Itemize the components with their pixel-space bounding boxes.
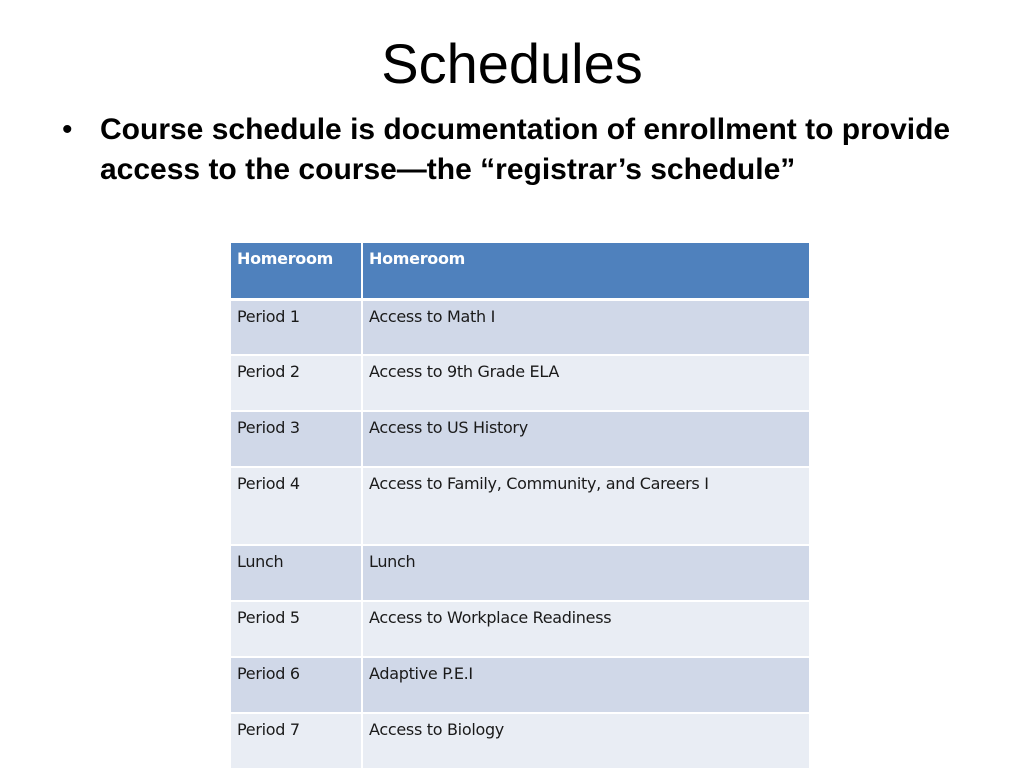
table-row [231, 467, 809, 545]
period-cell: Period 1 [231, 299, 362, 355]
course-cell: Lunch [362, 545, 809, 601]
course-cell: Access to Math I [362, 299, 809, 355]
table-row [231, 545, 809, 601]
table-row [231, 601, 809, 657]
period-cell: Period 7 [231, 713, 362, 768]
course-cell: Adaptive P.E.I [362, 657, 809, 713]
period-cell: Period 2 [231, 355, 362, 411]
period-cell: Lunch [231, 545, 362, 601]
table-header-row [231, 243, 809, 299]
period-cell: Period 3 [231, 411, 362, 467]
slide-title: Schedules [381, 32, 643, 95]
period-cell: Period 5 [231, 601, 362, 657]
course-cell: Access to Workplace Readiness [362, 601, 809, 657]
course-cell: Access to Biology [362, 713, 809, 768]
course-cell: Access to Family, Community, and Careers I [362, 467, 809, 545]
bullet-text: Course schedule is documentation of enrollment to provide access to the course—the “registrar’s schedule” [100, 113, 951, 186]
table-row [231, 299, 809, 355]
course-cell: Access to US History [362, 411, 809, 467]
table-row [231, 355, 809, 411]
bullet-dot-icon: • [62, 113, 73, 146]
table-row [231, 411, 809, 467]
header-cell-period: Homeroom [231, 243, 362, 299]
period-cell: Period 4 [231, 467, 362, 545]
period-cell: Period 6 [231, 657, 362, 713]
course-cell: Access to 9th Grade ELA [362, 355, 809, 411]
table-row [231, 713, 809, 768]
table-row [231, 657, 809, 713]
header-cell-course: Homeroom [362, 243, 809, 299]
schedule-table [231, 243, 809, 768]
